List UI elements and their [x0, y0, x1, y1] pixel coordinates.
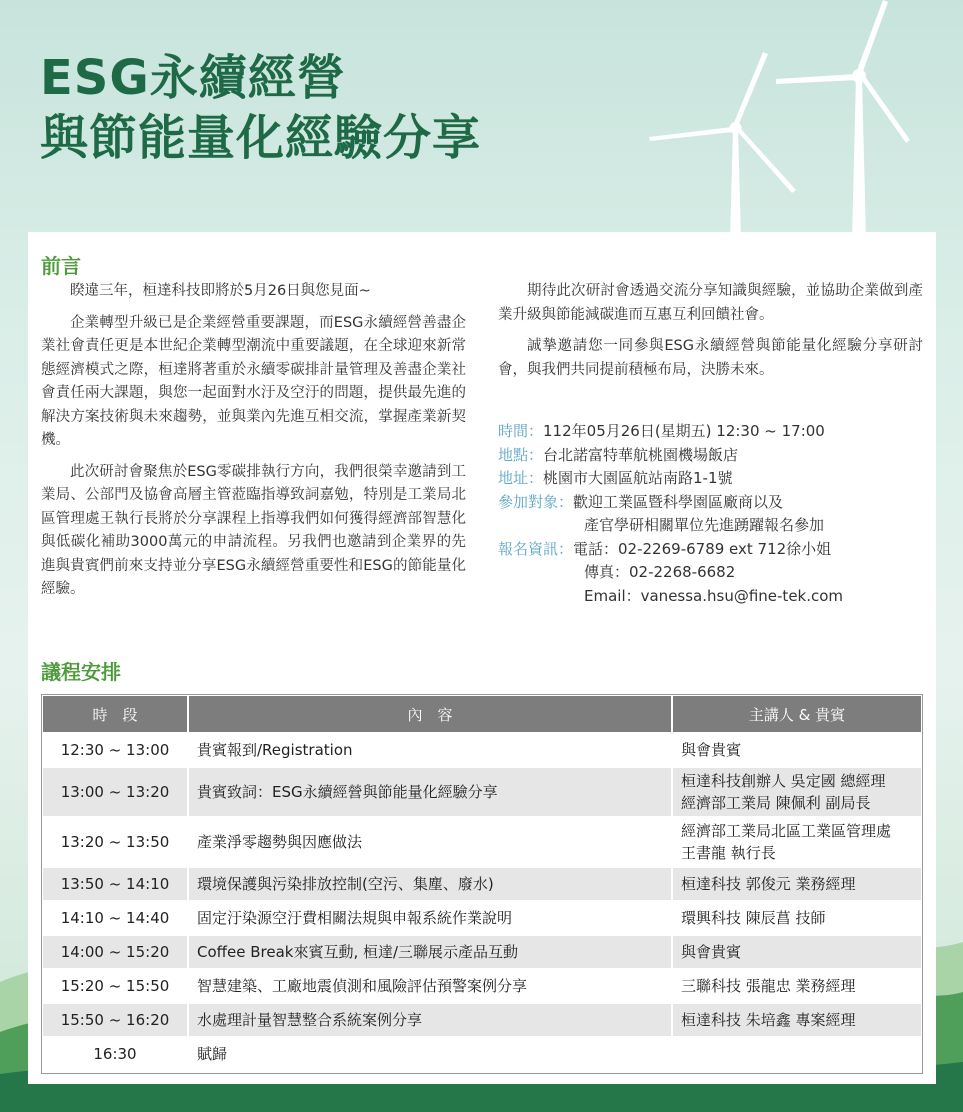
event-info	[498, 420, 928, 608]
agenda-row	[42, 817, 922, 867]
address-value: 桃園市大園區航站南路1-1號	[543, 469, 733, 487]
agenda-time-cell: 13:00 ~ 13:20	[42, 767, 188, 817]
intro-paragraph: 此次研討會聚焦於ESG零碳排執行方向，我們很榮幸邀請到工業局、公部門及協會高層主管蒞臨指導致詞嘉勉，特別是工業局北區管理處王執行長將於分享課程上指導我們如何獲得經濟部智慧化與低碳化補助3000萬元的申請流程。另我們也邀請到企業界的先進與貴賓們前來支持並分享ESG永續經營重要性和ESG的節能量化經驗。	[41, 463, 466, 597]
time-label: 時間：	[498, 422, 544, 440]
intro-paragraph: 期待此次研討會透過交流分享知識與經驗，並協助企業做到產業升級與節能減碳進而互惠互利回饋社會。	[498, 283, 923, 323]
intro-right-column	[498, 280, 923, 390]
contact-email: Email：vanessa.hsu@fine-tek.com	[584, 586, 844, 605]
agenda-speaker-cell: 桓達科技 朱培鑫 專案經理	[672, 1003, 922, 1037]
page-title	[40, 48, 481, 168]
agenda-time-cell: 14:10 ~ 14:40	[42, 901, 188, 935]
header-speaker: 主講人 & 貴賓	[672, 695, 922, 733]
contact-phone: 電話：02-2269-6789 ext 712徐小姐	[573, 539, 832, 558]
agenda-time-cell: 12:30 ~ 13:00	[42, 733, 188, 767]
agenda-speaker-cell: 三聯科技 張龍忠 業務經理	[672, 969, 922, 1003]
header-content: 內 容	[188, 695, 672, 733]
intro-heading: 前言	[41, 254, 81, 278]
agenda-speaker-cell: 桓達科技 郭俊元 業務經理	[672, 867, 922, 901]
agenda-row	[42, 733, 922, 767]
agenda-time-cell: 15:50 ~ 16:20	[42, 1003, 188, 1037]
agenda-speaker-cell: 與會貴賓	[672, 935, 922, 969]
time-value: 112年05月26日(星期五) 12:30 ~ 17:00	[543, 422, 825, 440]
agenda-row	[42, 867, 922, 901]
intro-left-column	[41, 280, 466, 610]
agenda-time-cell: 13:20 ~ 13:50	[42, 817, 188, 867]
agenda-row	[42, 901, 922, 935]
address-label: 地址：	[498, 469, 544, 487]
agenda-content-cell: 固定汙染源空汙費相關法規與申報系統作業說明	[188, 901, 672, 935]
header-time: 時 段	[42, 695, 188, 733]
agenda-time-cell: 16:30	[42, 1037, 188, 1071]
intro-paragraph: 誠摯邀請您一同參與ESG永續經營與節能量化經驗分享研討會，與我們共同提前積極布局，決勝未來。	[498, 338, 923, 378]
info-time	[498, 420, 928, 444]
agenda-time-cell: 13:50 ~ 14:10	[42, 867, 188, 901]
agenda-time-cell: 14:00 ~ 15:20	[42, 935, 188, 969]
agenda-row	[42, 767, 922, 817]
agenda-content-cell: Coffee Break來賓互動, 桓達/三聯展示產品互動	[188, 935, 672, 969]
agenda-content-cell: 環境保護與污染排放控制(空污、集塵、廢水)	[188, 867, 672, 901]
agenda-heading: 議程安排	[41, 660, 121, 684]
agenda-content-cell: 貴賓報到/Registration	[188, 733, 672, 767]
content-card	[28, 232, 936, 1084]
agenda-row	[42, 935, 922, 969]
agenda-row	[42, 969, 922, 1003]
info-contact	[498, 538, 928, 562]
audience-line-2: 產官學研相關單位先進踴躍報名參加	[584, 516, 825, 534]
agenda-body	[42, 733, 922, 1071]
agenda-content-cell: 貴賓致詞：ESG永續經營與節能量化經驗分享	[188, 767, 672, 817]
agenda-speaker-cell: 桓達科技創辦人 吳定國 總經理 經濟部工業局 陳佩利 副局長	[672, 767, 922, 817]
title-line-2: 與節能量化經驗分享	[40, 110, 482, 166]
agenda-content-cell: 產業淨零趨勢與因應做法	[188, 817, 672, 867]
audience-label: 參加對象：	[498, 492, 574, 511]
agenda-content-cell: 智慧建築、工廠地震偵測和風險評估預警案例分享	[188, 969, 672, 1003]
info-address	[498, 467, 928, 491]
agenda-time-cell: 15:20 ~ 15:50	[42, 969, 188, 1003]
contact-label: 報名資訊：	[498, 539, 574, 558]
agenda-speaker-cell	[672, 1037, 922, 1071]
agenda-table	[41, 694, 923, 1072]
audience-line-1: 歡迎工業區暨科學園區廠商以及	[573, 492, 784, 511]
wind-turbines-illustration	[640, 0, 963, 240]
place-label: 地點：	[498, 445, 544, 464]
place-value: 台北諾富特華航桃園機場飯店	[543, 445, 739, 464]
intro-paragraph: 睽違三年，桓達科技即將於5月26日與您見面~	[70, 283, 371, 299]
title-line-1: ESG永續經營	[40, 50, 346, 106]
info-place	[498, 444, 928, 468]
agenda-content-cell: 水處理計量智慧整合系統案例分享	[188, 1003, 672, 1037]
agenda-speaker-cell: 經濟部工業局北區工業區管理處 王書龍 執行長	[672, 817, 922, 867]
agenda-row	[42, 1037, 922, 1071]
agenda-row	[42, 1003, 922, 1037]
agenda-header-row	[42, 695, 922, 733]
agenda-speaker-cell: 環興科技 陳辰菖 技師	[672, 901, 922, 935]
info-audience	[498, 491, 928, 515]
agenda-content-cell: 賦歸	[188, 1037, 672, 1071]
agenda-speaker-cell: 與會貴賓	[672, 733, 922, 767]
contact-fax: 傳真：02-2268-6682	[584, 563, 736, 581]
intro-paragraph: 企業轉型升級已是企業經營重要課題，而ESG永續經營善盡企業社會責任更是本世紀企業轉型潮流中重要議題，在全球迎來新常態經濟模式之際，桓達將著重於永續零碳排計量管理及善盡企業社會責任兩大課題，與您一起面對水汙及空汙的問題，提供最先進的解決方案技術與未來趨勢，並與業內先進互相交流，掌握產業新契機。	[41, 314, 466, 448]
